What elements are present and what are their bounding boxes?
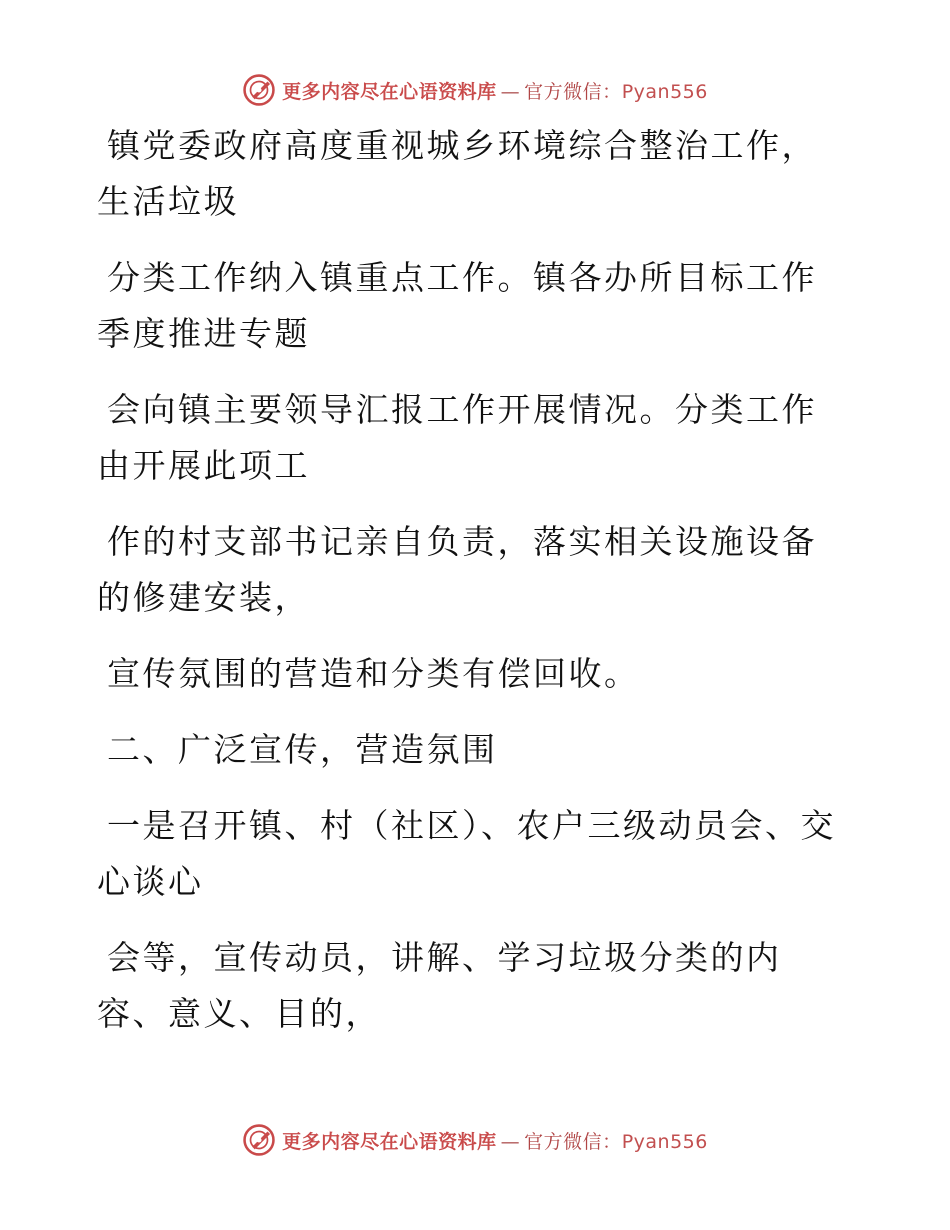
section-heading: 二、广泛宣传，营造氛围 — [107, 730, 498, 769]
brand-logo-icon — [242, 1123, 276, 1157]
paragraph: 分类工作纳入镇重点工作。镇各办所目标工作季度推进专题 — [97, 258, 817, 353]
footer-wechat-label: 官方微信： — [524, 1130, 622, 1153]
footer-brand: 更多内容尽在心语资料库 — [282, 1130, 497, 1153]
paragraph: 会向镇主要领导汇报工作开展情况。分类工作由开展此项工 — [97, 390, 817, 485]
footer-wechat-id: Pyan556 — [621, 1130, 708, 1153]
header-banner-text — [282, 77, 708, 104]
paragraph: 作的村支部书记亲自负责，落实相关设施设备的修建安装， — [97, 522, 817, 617]
document-body — [97, 118, 837, 1062]
paragraph: 会等，宣传动员，讲解、学习垃圾分类的内容、意义、目的， — [97, 938, 782, 1033]
brand-logo-icon — [242, 73, 276, 107]
footer-dash: — — [500, 1130, 521, 1153]
paragraph: 镇党委政府高度重视城乡环境综合整治工作，生活垃圾 — [97, 126, 817, 221]
header-banner — [0, 70, 950, 110]
header-brand: 更多内容尽在心语资料库 — [282, 80, 497, 103]
header-dash: — — [500, 80, 521, 103]
header-wechat-id: Pyan556 — [621, 80, 708, 103]
paragraph: 宣传氛围的营造和分类有偿回收。 — [107, 654, 640, 693]
header-wechat-label: 官方微信： — [524, 80, 622, 103]
paragraph: 一是召开镇、村（社区）、农户三级动员会、交心谈心 — [97, 806, 836, 901]
footer-banner — [0, 1120, 950, 1160]
footer-banner-text — [282, 1127, 708, 1154]
